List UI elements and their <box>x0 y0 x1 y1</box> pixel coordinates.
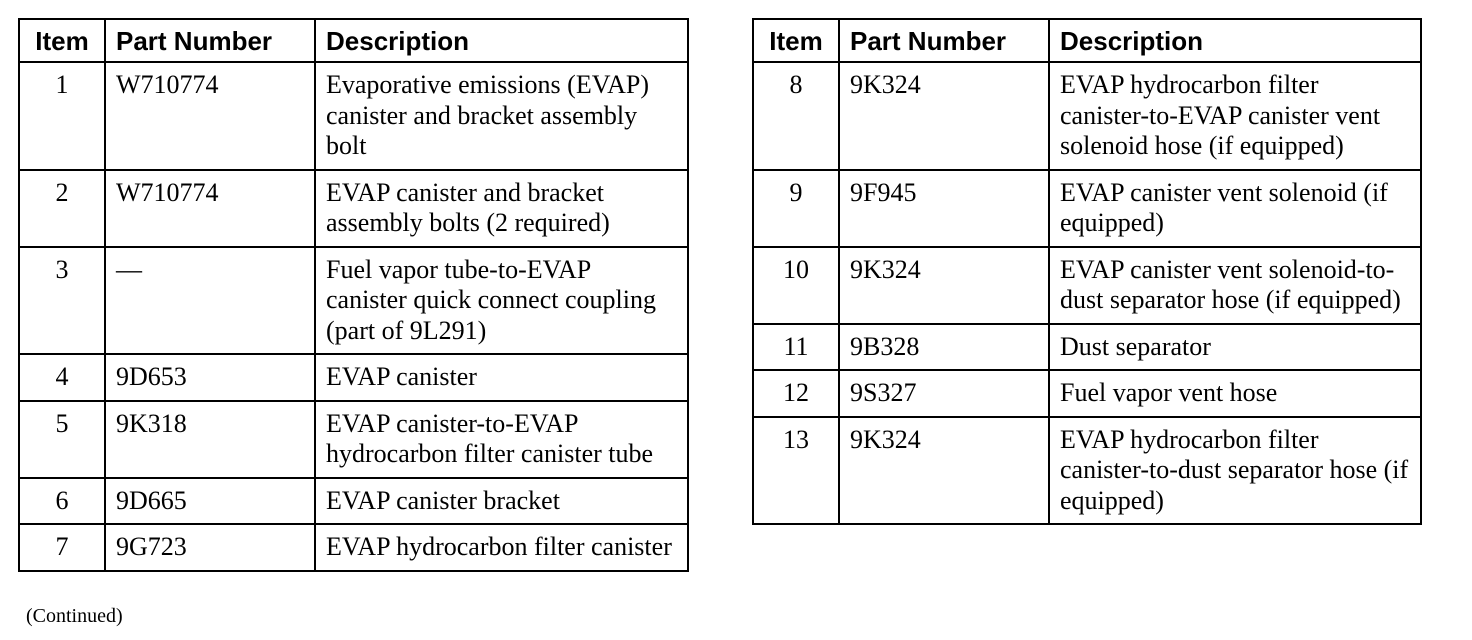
part-number: 9D665 <box>105 478 315 525</box>
header-item: Item <box>753 19 839 62</box>
header-description: Description <box>315 19 688 62</box>
part-description: EVAP canister vent solenoid (if equipped) <box>1049 170 1421 247</box>
table-row <box>19 170 688 247</box>
part-description: EVAP canister bracket <box>315 478 688 525</box>
part-number: 9K324 <box>839 62 1049 170</box>
item-number: 8 <box>753 62 839 170</box>
table-row <box>19 247 688 355</box>
table-header-row <box>753 19 1421 62</box>
parts-table-right <box>752 18 1422 525</box>
part-description: EVAP hydrocarbon filter canister-to-dust separator hose (if equipped) <box>1049 417 1421 525</box>
part-description: Fuel vapor vent hose <box>1049 370 1421 417</box>
part-description: EVAP canister-to-EVAP hydrocarbon filter canister tube <box>315 401 688 478</box>
part-number: W710774 <box>105 170 315 247</box>
table-row <box>753 62 1421 170</box>
part-number: 9S327 <box>839 370 1049 417</box>
part-number: 9D653 <box>105 354 315 401</box>
item-number: 3 <box>19 247 105 355</box>
part-description: EVAP canister <box>315 354 688 401</box>
table-row <box>753 324 1421 371</box>
table-row <box>19 401 688 478</box>
part-number: 9F945 <box>839 170 1049 247</box>
item-number: 12 <box>753 370 839 417</box>
header-part-number: Part Number <box>105 19 315 62</box>
item-number: 5 <box>19 401 105 478</box>
part-number: 9G723 <box>105 524 315 571</box>
table-row <box>19 478 688 525</box>
table-row <box>19 524 688 571</box>
table-row <box>753 247 1421 324</box>
item-number: 7 <box>19 524 105 571</box>
table-row <box>753 370 1421 417</box>
table-row <box>753 170 1421 247</box>
item-number: 4 <box>19 354 105 401</box>
part-number: — <box>105 247 315 355</box>
table-header-row <box>19 19 688 62</box>
item-number: 11 <box>753 324 839 371</box>
item-number: 10 <box>753 247 839 324</box>
table-row <box>753 417 1421 525</box>
part-description: EVAP canister vent solenoid-to-dust separator hose (if equipped) <box>1049 247 1421 324</box>
part-description: Fuel vapor tube-to-EVAP canister quick connect coupling (part of 9L291) <box>315 247 688 355</box>
header-description: Description <box>1049 19 1421 62</box>
part-description: Evaporative emissions (EVAP) canister and bracket assembly bolt <box>315 62 688 170</box>
header-part-number: Part Number <box>839 19 1049 62</box>
part-number: 9K318 <box>105 401 315 478</box>
part-description: Dust separator <box>1049 324 1421 371</box>
item-number: 1 <box>19 62 105 170</box>
table-row <box>19 62 688 170</box>
part-number: 9B328 <box>839 324 1049 371</box>
item-number: 6 <box>19 478 105 525</box>
part-description: EVAP canister and bracket assembly bolts (2 required) <box>315 170 688 247</box>
continued-note: (Continued) <box>26 605 123 627</box>
part-description: EVAP hydrocarbon filter canister-to-EVAP canister vent solenoid hose (if equipped) <box>1049 62 1421 170</box>
part-number: W710774 <box>105 62 315 170</box>
part-number: 9K324 <box>839 247 1049 324</box>
item-number: 9 <box>753 170 839 247</box>
part-description: EVAP hydrocarbon filter canister <box>315 524 688 571</box>
item-number: 2 <box>19 170 105 247</box>
item-number: 13 <box>753 417 839 525</box>
header-item: Item <box>19 19 105 62</box>
parts-table-left <box>18 18 689 572</box>
table-row <box>19 354 688 401</box>
part-number: 9K324 <box>839 417 1049 525</box>
